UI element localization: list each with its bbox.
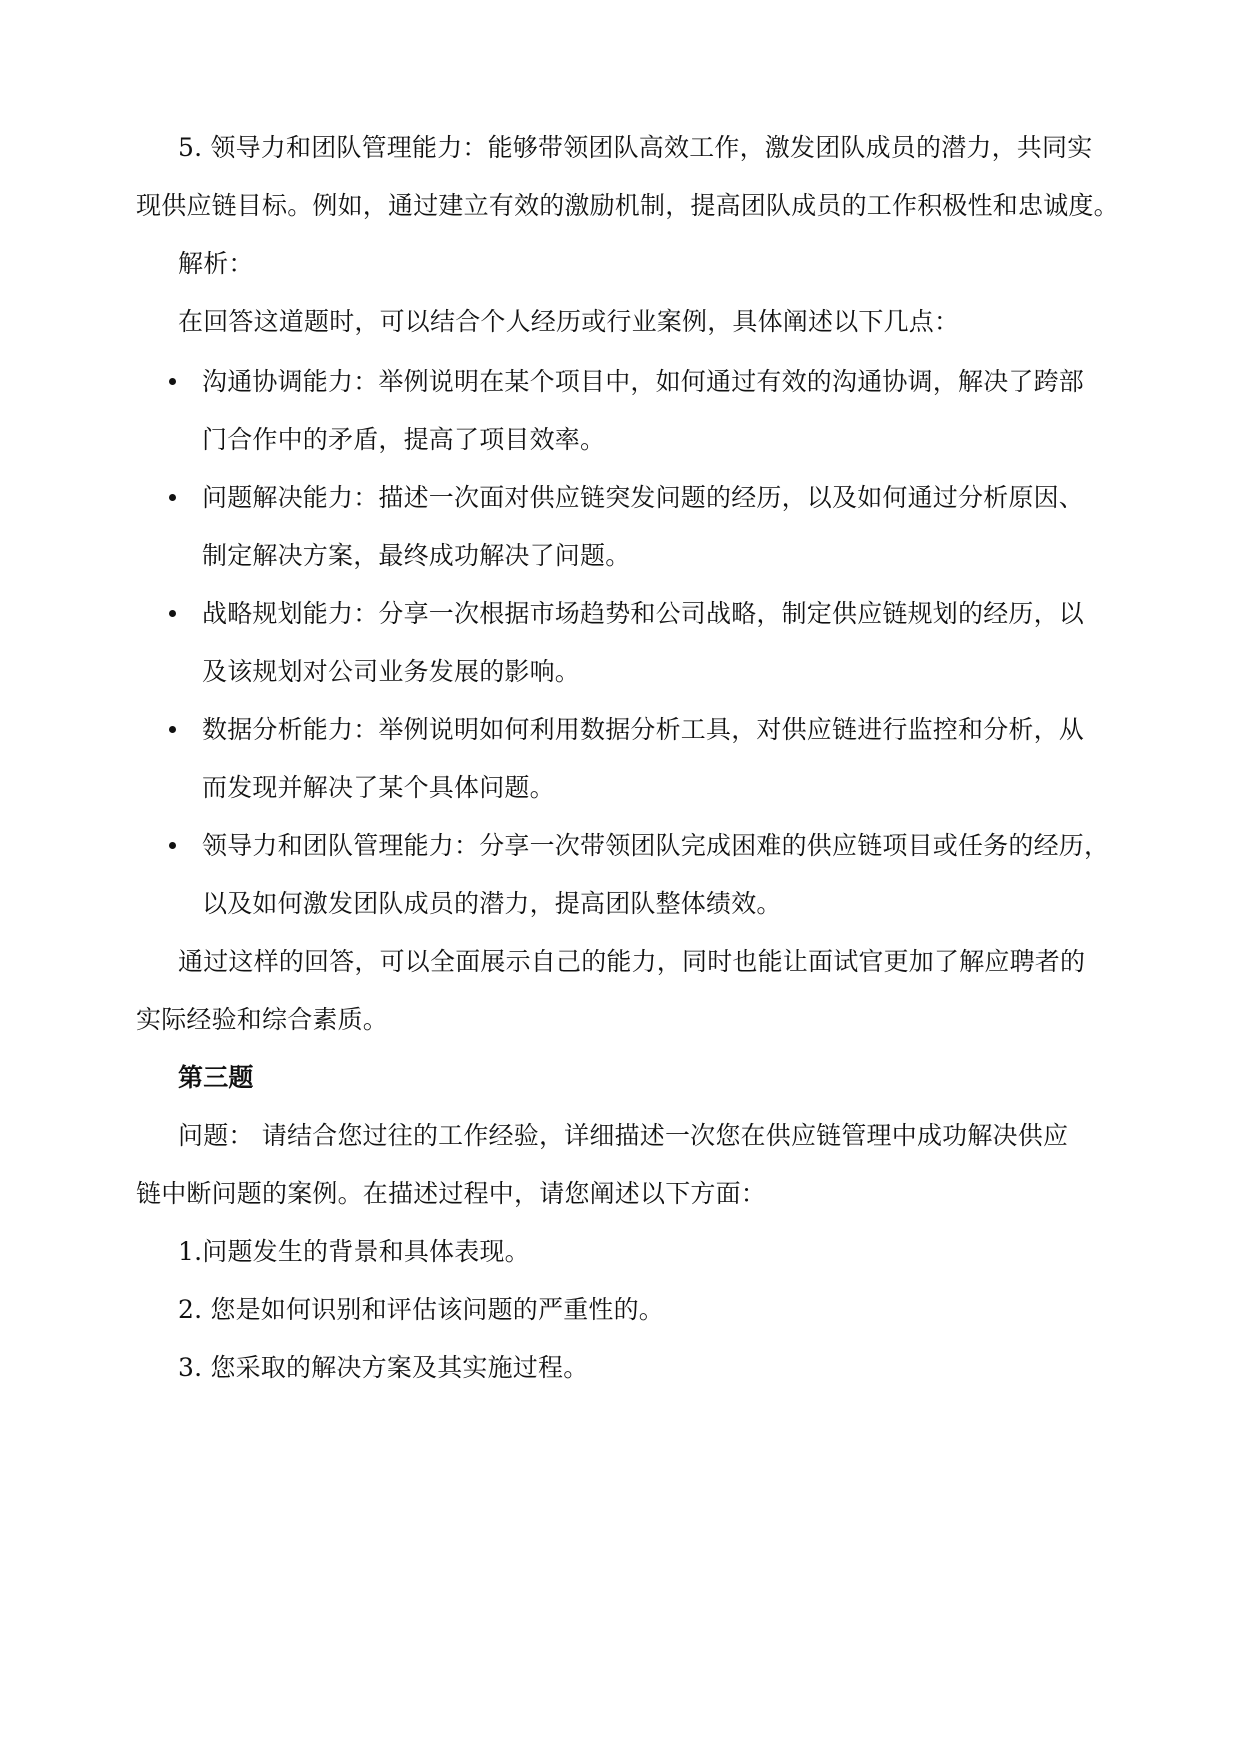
bullet-item-line: 以及如何激发团队成员的潜力，提高团队整体绩效。 (202, 889, 782, 918)
paragraph-line: 5. 领导力和团队管理能力：能够带领团队高效工作，激发团队成员的潜力，共同实 (178, 133, 1093, 162)
paragraph-line: 实际经验和综合素质。 (136, 1005, 389, 1034)
paragraph-line: 通过这样的回答，可以全面展示自己的能力，同时也能让面试官更加了解应聘者的 (178, 947, 1086, 976)
bullet-item-line: 数据分析能力：举例说明如何利用数据分析工具，对供应链进行监控和分析，从 (202, 715, 1085, 744)
analysis-label: 解析： (178, 249, 254, 278)
numbered-item: 1.问题发生的背景和具体表现。 (178, 1237, 530, 1266)
question-line: 问题： 请结合您过往的工作经验，详细描述一次您在供应链管理中成功解决供应 (178, 1121, 1069, 1150)
paragraph-line: 现供应链目标。例如，通过建立有效的激励机制，提高团队成员的工作积极性和忠诚度。 (136, 191, 1119, 220)
bullet-item-line: 门合作中的矛盾，提高了项目效率。 (202, 425, 606, 454)
bullet-icon (169, 494, 176, 501)
bullet-icon (169, 378, 176, 385)
bullet-item-line: 及该规划对公司业务发展的影响。 (202, 657, 581, 686)
bullet-item-line: 而发现并解决了某个具体问题。 (202, 773, 555, 802)
bullet-item-line: 领导力和团队管理能力：分享一次带领团队完成困难的供应链项目或任务的经历， (202, 831, 1110, 860)
bullet-icon (169, 610, 176, 617)
bullet-item-line: 战略规划能力：分享一次根据市场趋势和公司战略，制定供应链规划的经历，以 (202, 599, 1085, 628)
analysis-intro: 在回答这道题时，可以结合个人经历或行业案例，具体阐述以下几点： (178, 307, 960, 336)
bullet-item-line: 沟通协调能力：举例说明在某个项目中，如何通过有效的沟通协调，解决了跨部 (202, 367, 1085, 396)
section-title: 第三题 (178, 1063, 254, 1092)
numbered-item: 2. 您是如何识别和评估该问题的严重性的。 (178, 1295, 665, 1324)
bullet-item-line: 问题解决能力：描述一次面对供应链突发问题的经历，以及如何通过分析原因、 (202, 483, 1085, 512)
numbered-item: 3. 您采取的解决方案及其实施过程。 (178, 1353, 589, 1382)
bullet-icon (169, 726, 176, 733)
question-line: 链中断问题的案例。在描述过程中，请您阐述以下方面： (136, 1179, 767, 1208)
bullet-item-line: 制定解决方案，最终成功解决了问题。 (202, 541, 631, 570)
bullet-icon (169, 842, 176, 849)
